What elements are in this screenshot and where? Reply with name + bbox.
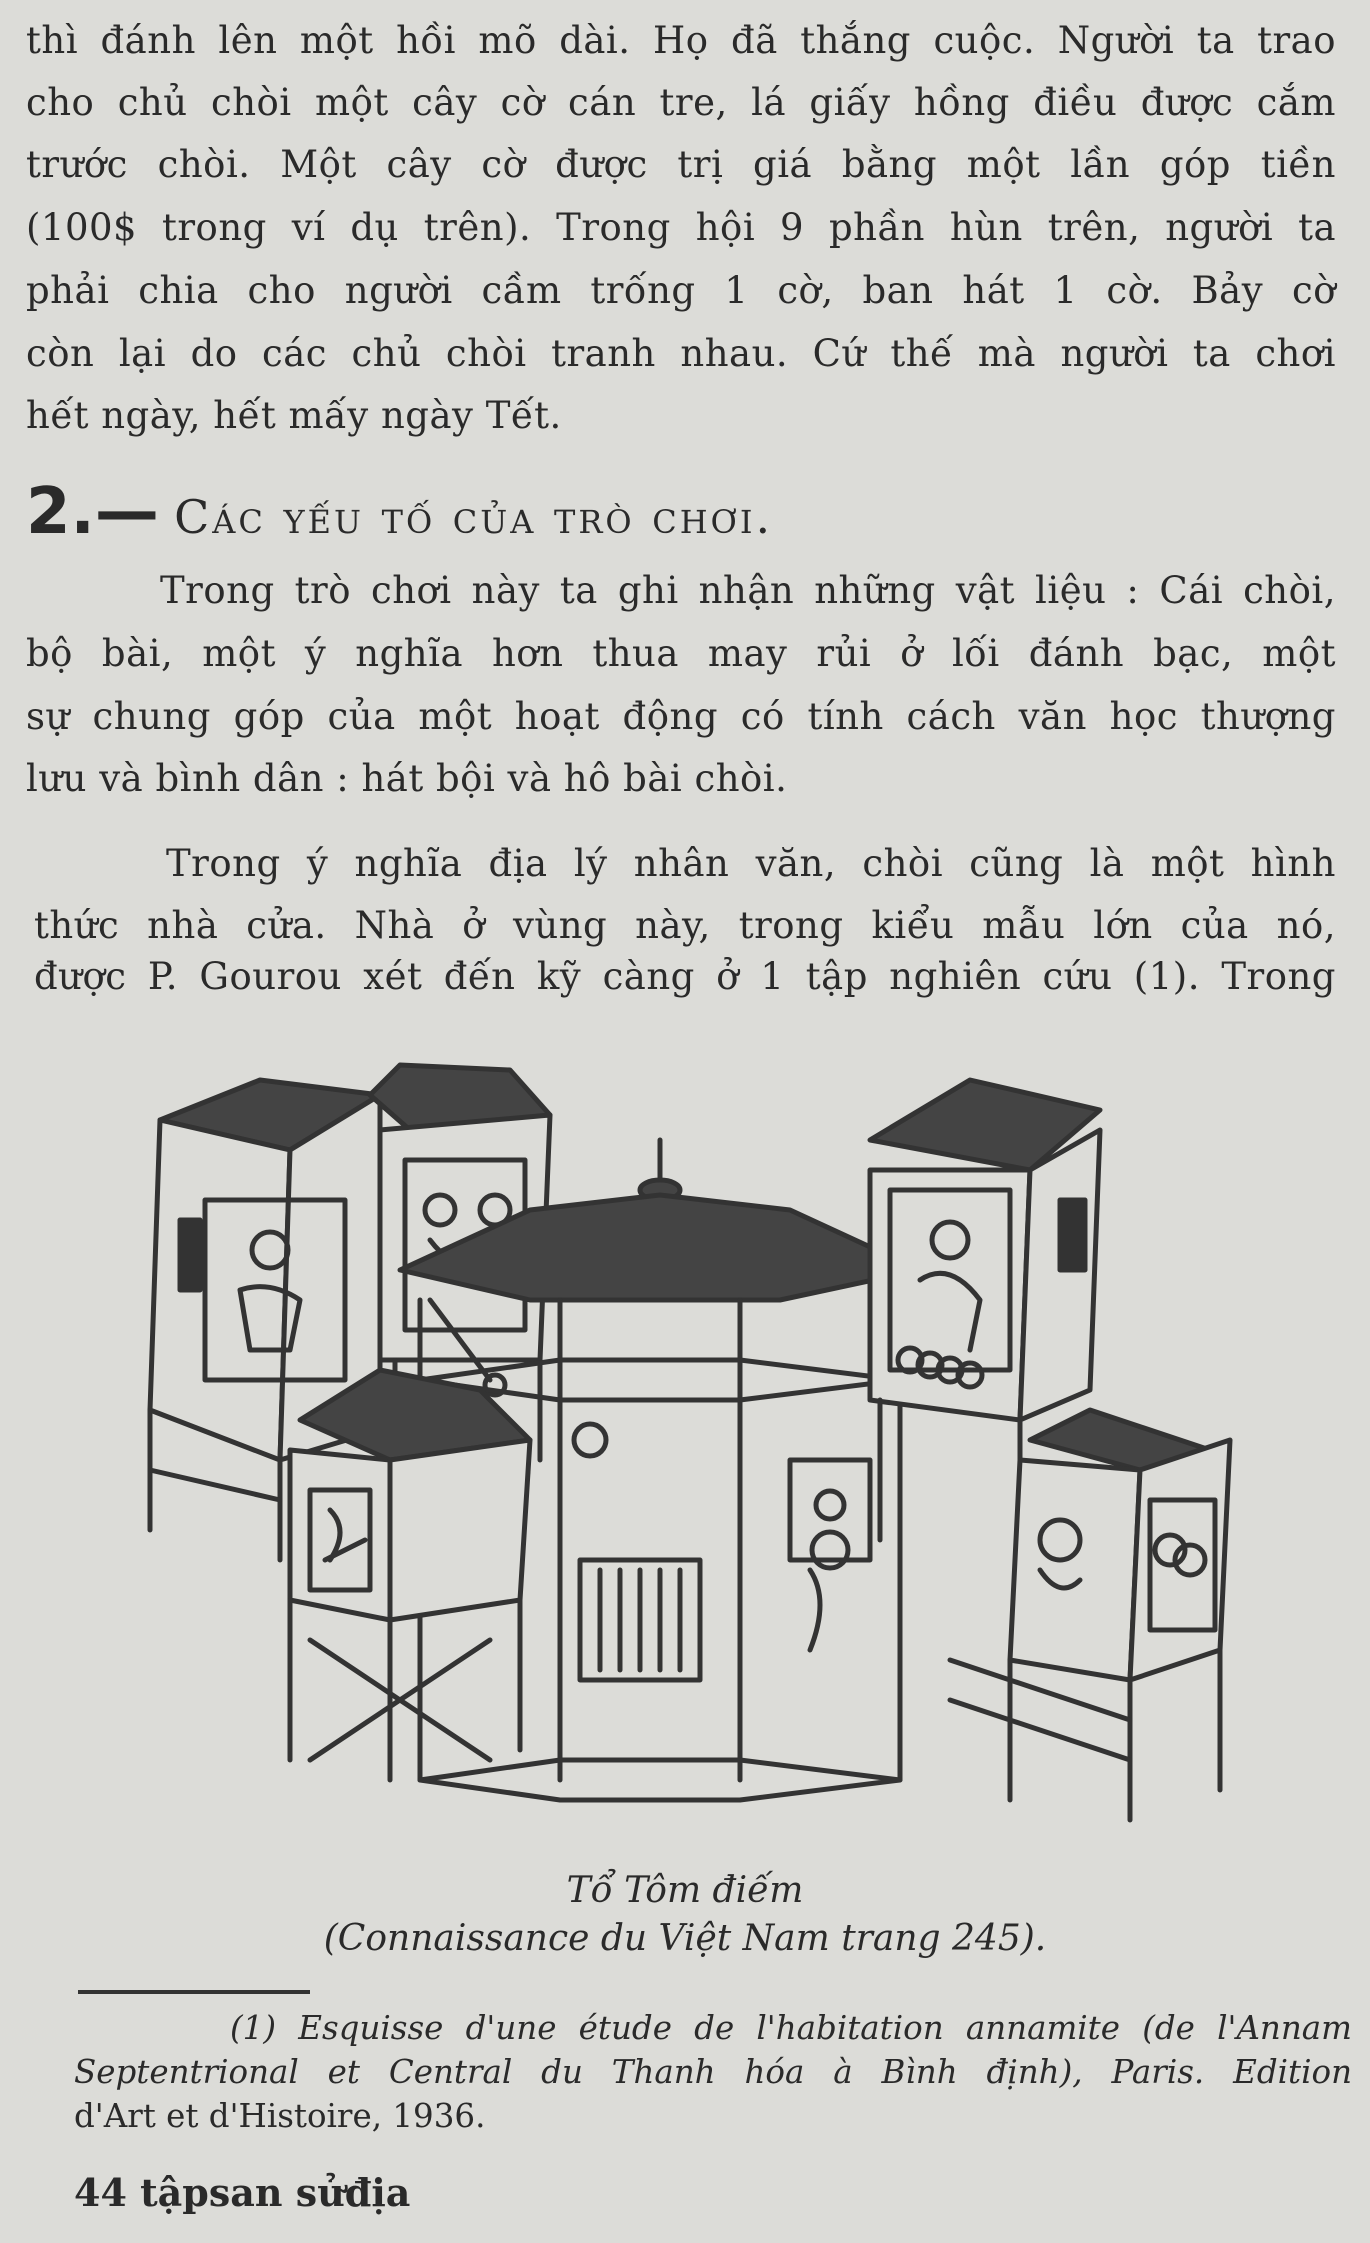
text-line: bộ bài, một ý nghĩa hơn thua may rủi ở lối đánh bạc, một xyxy=(26,632,1336,675)
section-number: 2.— xyxy=(26,475,159,549)
text-line: thì đánh lên một hồi mõ dài. Họ đã thắng cuộc. Người ta trao xyxy=(26,19,1336,62)
text-line: lưu và bình dân : hát bội và hô bài chòi. xyxy=(26,757,788,800)
text-line: hết ngày, hết mấy ngày Tết. xyxy=(26,394,562,437)
figure-caption-title: Tổ Tôm điếm xyxy=(566,1870,804,1911)
text-line: (100$ trong ví dụ trên). Trong hội 9 phần hùn trên, người ta xyxy=(26,206,1336,249)
text-line: trước chòi. Một cây cờ được trị giá bằng một lần góp tiền xyxy=(26,143,1336,186)
footnote-line xyxy=(230,2006,1352,2050)
page-number: 44 xyxy=(74,2170,127,2215)
page-footer xyxy=(74,2170,410,2215)
figure-caption-source: (Connaissance du Việt Nam trang 245). xyxy=(323,1918,1047,1959)
text-line: Trong ý nghĩa địa lý nhân văn, chòi cũng là một hình xyxy=(166,842,1336,885)
text-line: sự chung góp của một hoạt động có tính cách văn học thượng xyxy=(26,695,1336,738)
footnote-line: d'Art et d'Histoire, 1936. xyxy=(74,2097,486,2135)
text-line: còn lại do các chủ chòi tranh nhau. Cứ thế mà người ta chơi xyxy=(26,332,1336,375)
text-line: cho chủ chòi một cây cờ cán tre, lá giấy hồng điều được cắm xyxy=(26,81,1336,124)
footnote-line xyxy=(74,2050,1352,2094)
section-title: Các yếu tố của trò chơi. xyxy=(174,490,774,544)
to-tom-diem-illustration xyxy=(130,1060,1280,1840)
footnote-text: Septentrional et Central du Thanh hóa à Bình định), Paris. Edition xyxy=(74,2053,1352,2091)
footnote-divider xyxy=(78,1990,310,1994)
text-line: phải chia cho người cầm trống 1 cờ, ban hát 1 cờ. Bảy cờ xyxy=(26,269,1336,312)
text-line: thức nhà cửa. Nhà ở vùng này, trong kiểu mẫu lớn của nó, xyxy=(34,904,1336,947)
text-line: Trong trò chơi này ta ghi nhận những vật liệu : Cái chòi, xyxy=(160,569,1336,612)
text-line: được P. Gourou xét đến kỹ càng ở 1 tập nghiên cứu (1). Trong xyxy=(34,955,1336,998)
publication-name: tậpsan sửđịa xyxy=(140,2170,411,2215)
footnote-text: (1) Esquisse d'une étude de l'habitation annamite (de l'Annam xyxy=(230,2009,1352,2047)
section-heading xyxy=(26,472,773,557)
